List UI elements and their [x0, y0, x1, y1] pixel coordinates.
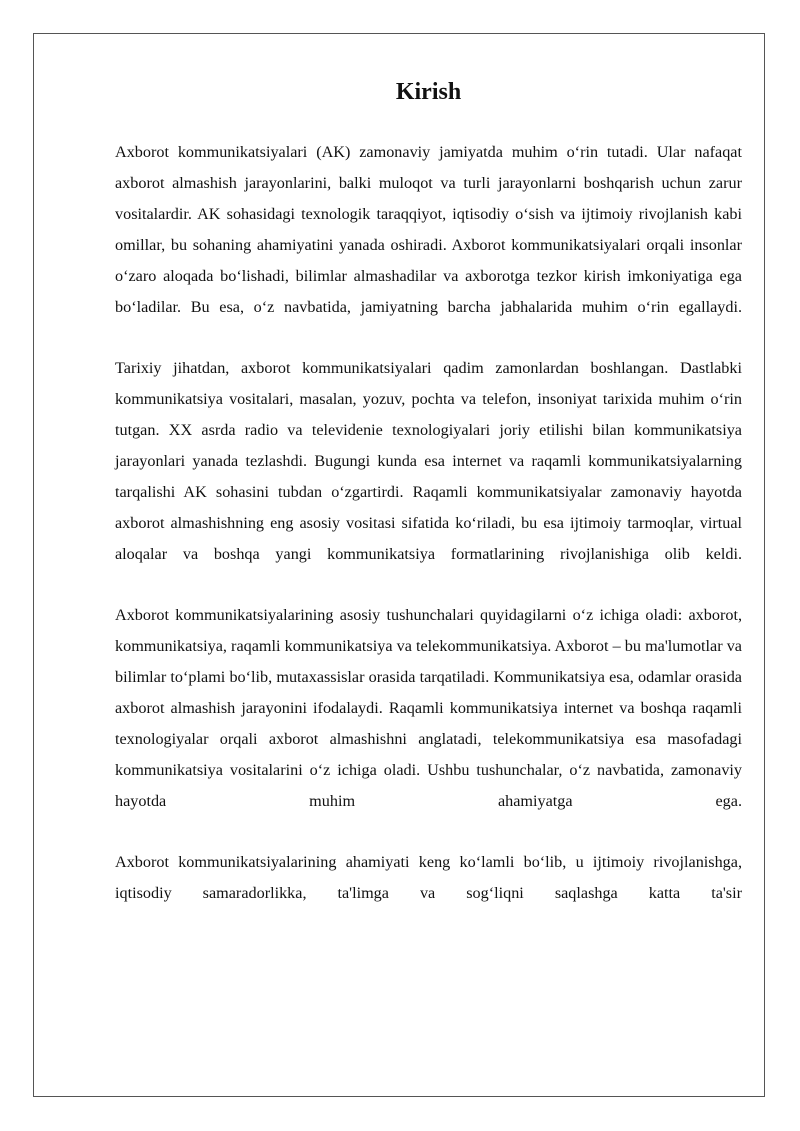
document-title: Kirish: [395, 79, 462, 105]
paragraph-3: Axborot kommunikatsiyalarining asosiy tushunchalari quyidagilarni o‘z ichiga oladi: axborot, kommunikatsiya, raqamli kommunikatsiya va telekommunikatsiya. Axborot – bu ma'lumotlar va bilimlar to‘plami bo‘lib, mutaxassislar orasida tarqatiladi. Kommunikatsiya esa, odamlar orasida axborot almashish jarayonini ifodalaydi. Raqamli kommunikatsiya internet va boshqa raqamli texnologiyalar orqali axborot almashishni anglatadi, telekommunikatsiya esa masofadagi kommunikatsiya vositalarini o‘z ichiga oladi. Ushbu tushunchalar, o‘z navbatida, zamonaviy hayotda muhim ahamiyatga ega.: [115, 606, 742, 810]
paragraph-4: Axborot kommunikatsiyalarining ahamiyati keng ko‘lamli bo‘lib, u ijtimoiy rivojlanishga, iqtisodiy samaradorlikka, ta'limga va sog‘liqni saqlashga katta ta'sir: [115, 853, 742, 902]
document-body: [115, 75, 742, 939]
paragraph-2: Tarixiy jihatdan, axborot kommunikatsiyalari qadim zamonlardan boshlangan. Dastlabki kommunikatsiya vositalari, masalan, yozuv, pochta va telefon, insoniyat tarixida muhim o‘rin tutgan. XX asrda radio va televidenie texnologiyalari joriy etilishi bilan kommunikatsiya jarayonlari yanada tezlashdi. Bugungi kunda esa internet va raqamli kommunikatsiyalarning tarqalishi AK sohasini tubdan o‘zgartirdi. Raqamli kommunikatsiyalar zamonaviy hayotda axborot almashishning eng asosiy vositasi sifatida ko‘riladi, bu esa ijtimoiy tarmoqlar, virtual aloqalar va boshqa yangi kommunikatsiya formatlarining rivojlanishiga olib keldi.: [115, 359, 742, 563]
paragraph-1: Axborot kommunikatsiyalari (AK) zamonaviy jamiyatda muhim o‘rin tutadi. Ular nafaqat axborot almashish jarayonlarini, balki muloqot va turli jarayonlarni boshqarish uchun zarur vositalardir. AK sohasidagi texnologik taraqqiyot, iqtisodiy o‘sish va ijtimoiy rivojlanish kabi omillar, bu sohaning ahamiyatini yanada oshiradi. Axborot kommunikatsiyalari orqali insonlar o‘zaro aloqada bo‘lishadi, bilimlar almashadilar va axborotga tezkor kirish imkoniyatiga ega bo‘ladilar. Bu esa, o‘z navbatida, jamiyatning barcha jabhalarida muhim o‘rin egallaydi.: [115, 143, 742, 316]
